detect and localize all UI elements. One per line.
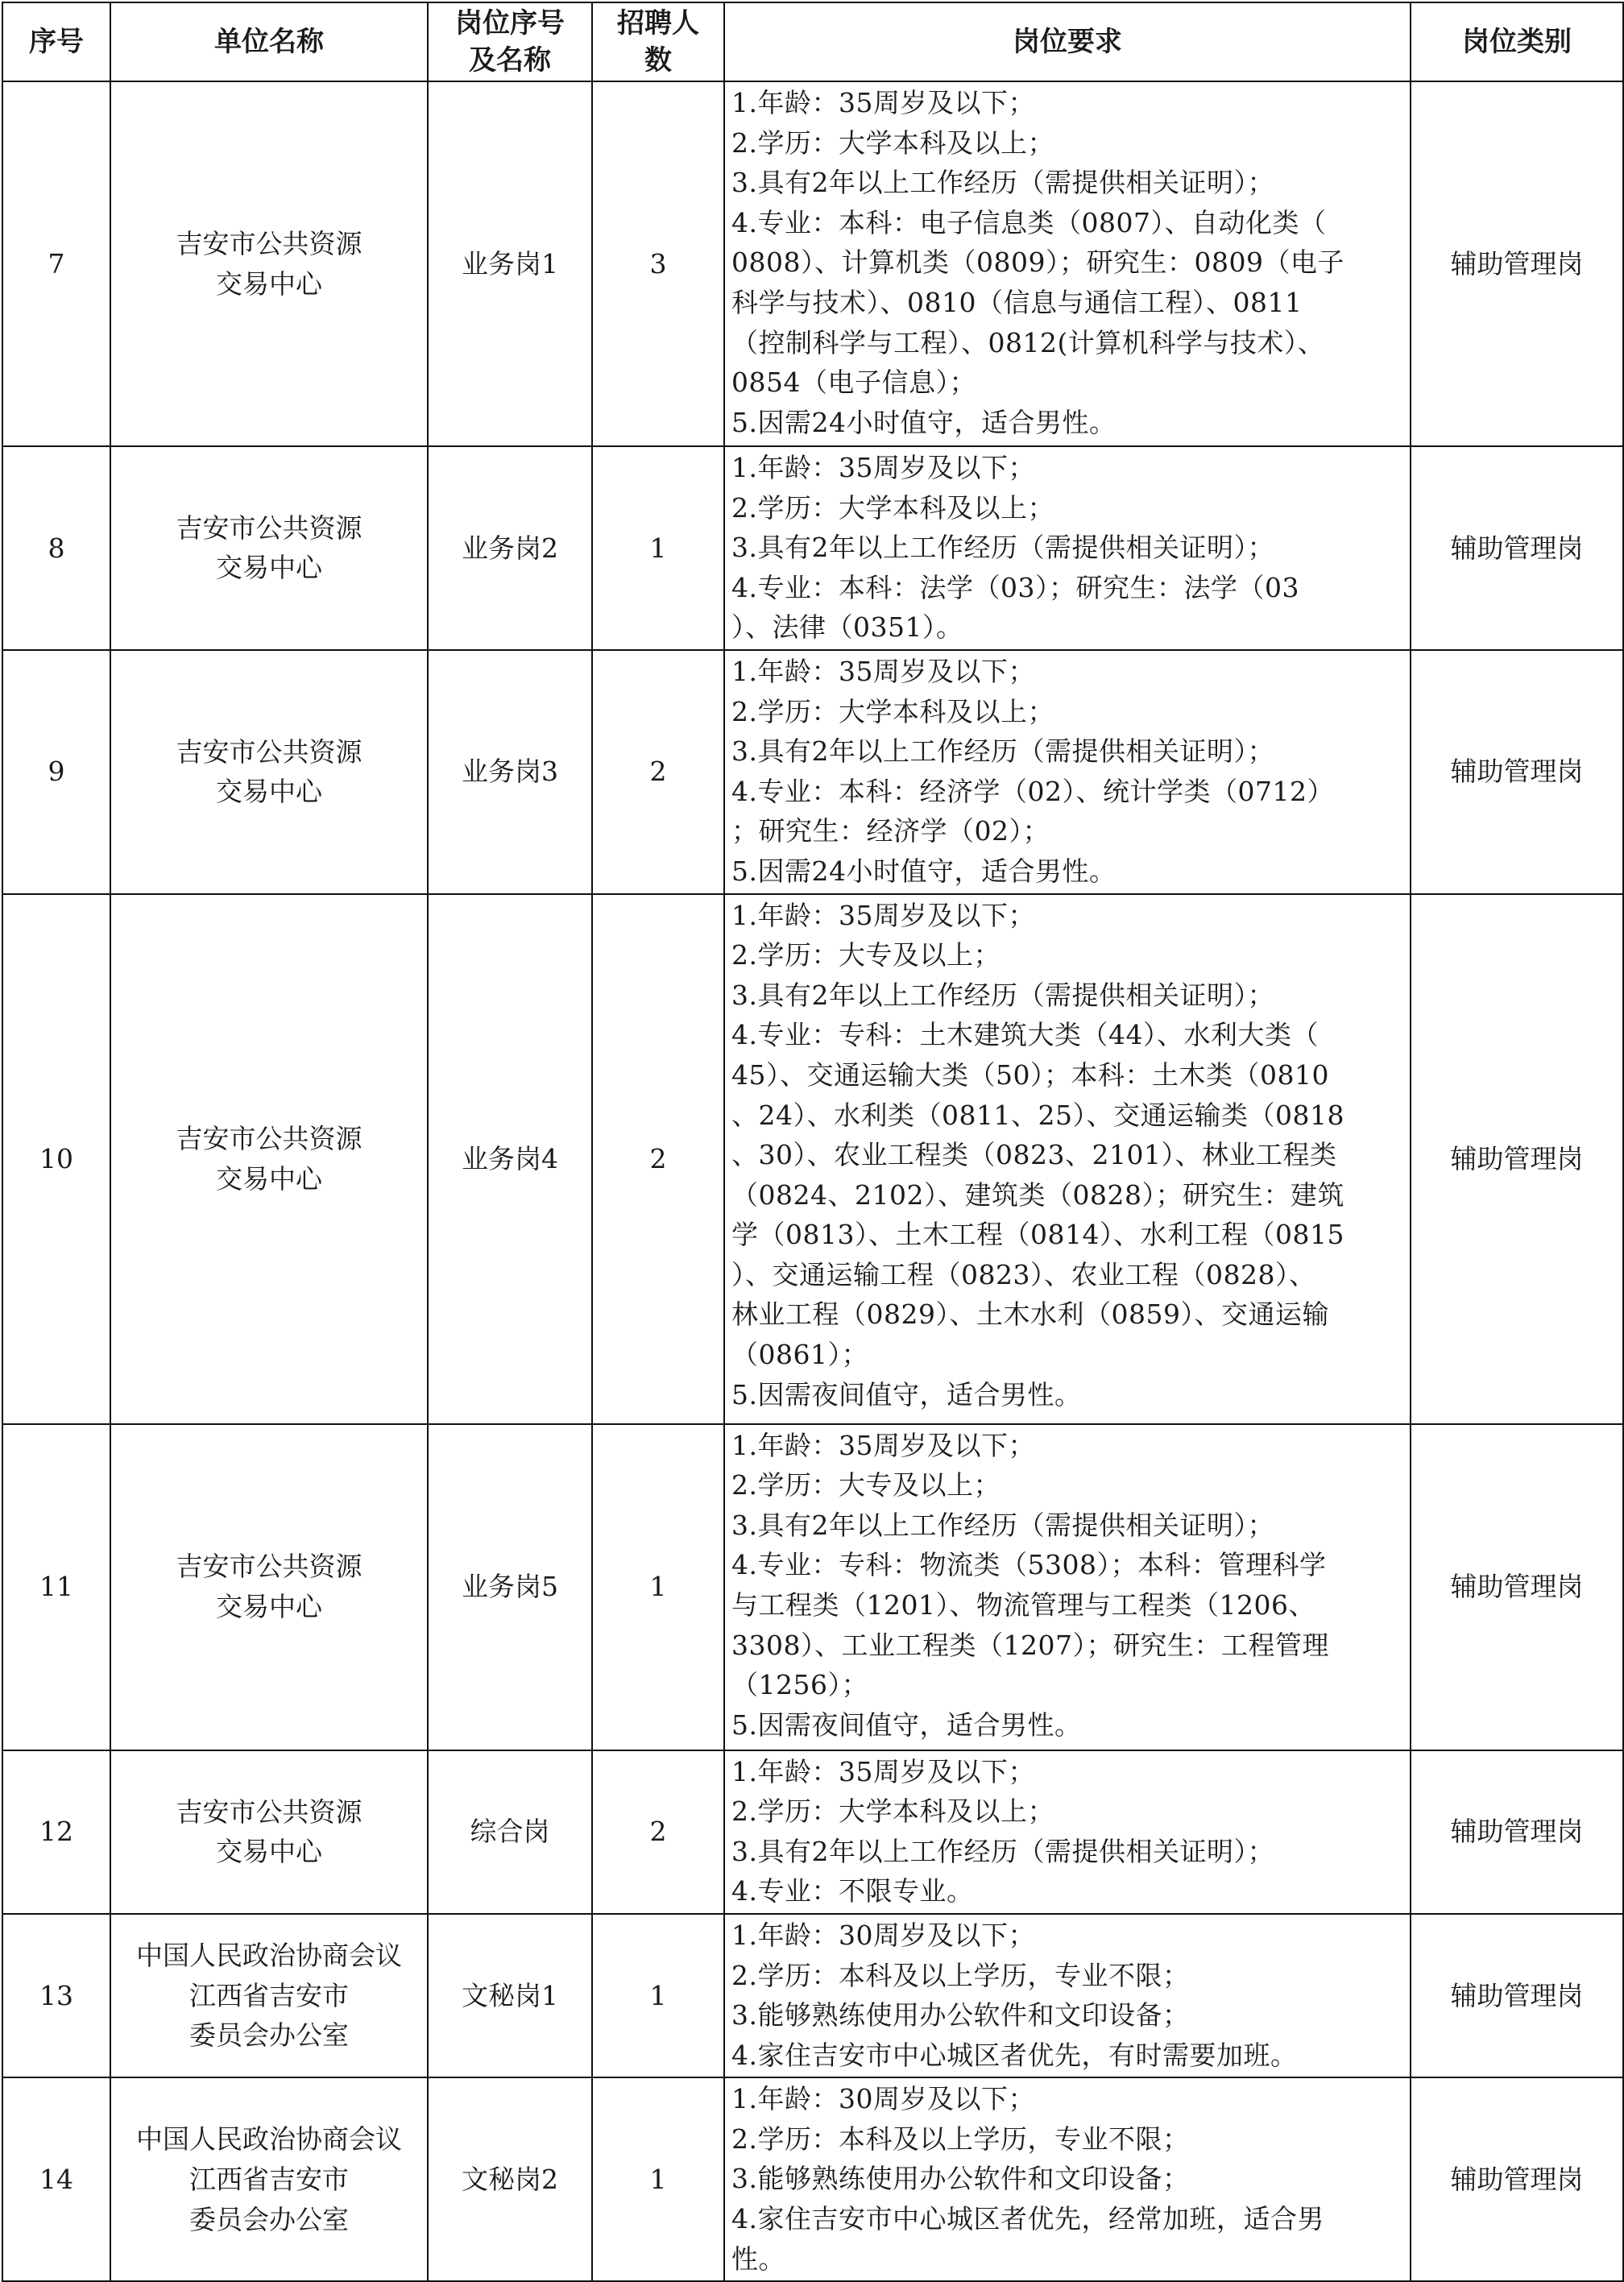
requirement-line: 2.学历：大学本科及以上； <box>731 695 1054 727</box>
header-category-text: 岗位类别 <box>1462 26 1572 58</box>
requirement-line: 2.学历：大学本科及以上； <box>731 1795 1054 1828</box>
post-cell <box>428 1424 592 1750</box>
table-row <box>2 894 1623 1424</box>
requirement-line: 1.年龄：35周岁及以下； <box>731 1755 1035 1787</box>
header-text-line: 及名称 <box>469 44 551 77</box>
unit-name-cell <box>110 81 428 446</box>
requirement-line: ）、法律（0351）。 <box>731 611 963 644</box>
requirement-line: 3.能够熟练使用办公软件和文印设备； <box>731 2163 1190 2195</box>
unit-name-line: 吉安市公共资源 <box>176 1551 362 1583</box>
requirement-line: 与工程类（1201）、物流管理与工程类（1206、 <box>731 1588 1315 1621</box>
requirement-line: ）、交通运输工程（0823）、农业工程（0828）、 <box>731 1258 1316 1290</box>
category-cell <box>1411 1750 1623 1914</box>
unit-name-line: 交易中心 <box>216 1591 322 1623</box>
seq-cell <box>2 1750 110 1914</box>
header-count-text <box>593 5 723 79</box>
category-cell <box>1411 894 1623 1424</box>
category-cell <box>1411 81 1623 446</box>
requirement-line: 林业工程（0829）、土木水利（0859）、交通运输 <box>731 1298 1329 1331</box>
post-text: 业务岗2 <box>462 532 558 564</box>
seq-text: 12 <box>39 1816 73 1848</box>
requirement-line: 4.专业：本科：法学（03）；研究生：法学（03 <box>731 571 1299 603</box>
post-text: 业务岗5 <box>462 1571 558 1603</box>
requirement-line: 3.能够熟练使用办公软件和文印设备； <box>731 1999 1190 2031</box>
header-row <box>2 2 1623 81</box>
requirement-line: 3.具有2年以上工作经历（需提供相关证明）； <box>731 979 1274 1011</box>
header-unit <box>110 2 428 81</box>
requirements-cell <box>724 650 1411 894</box>
table-row <box>2 446 1623 650</box>
requirement-line: （1256）； <box>731 1669 868 1701</box>
count-text: 1 <box>649 532 667 564</box>
seq-cell <box>2 81 110 446</box>
unit-name-cell <box>110 446 428 650</box>
header-count <box>592 2 724 81</box>
requirement-line: （0824、2102）、建筑类（0828）；研究生：建筑 <box>731 1178 1344 1211</box>
post-text: 文秘岗1 <box>462 1979 558 2011</box>
header-text-line: 岗位序号 <box>455 7 565 39</box>
table-row <box>2 81 1623 446</box>
category-text: 辅助管理岗 <box>1450 532 1584 564</box>
seq-cell <box>2 1914 110 2077</box>
requirements-cell <box>724 894 1411 1424</box>
header-unit-text: 单位名称 <box>214 26 324 58</box>
header-seq <box>2 2 110 81</box>
requirement-line: 3.具有2年以上工作经历（需提供相关证明）； <box>731 167 1274 199</box>
category-text: 辅助管理岗 <box>1450 1979 1584 2011</box>
category-text: 辅助管理岗 <box>1450 2163 1584 2195</box>
requirement-line: 、24）、水利类（0811、25）、交通运输类（0818 <box>731 1099 1344 1131</box>
seq-text: 10 <box>39 1142 73 1174</box>
requirement-line: 2.学历：本科及以上学历，专业不限； <box>731 1959 1190 1991</box>
requirement-line: 4.家住吉安市中心城区者优先，有时需要加班。 <box>731 2039 1298 2071</box>
unit-name-line: 委员会办公室 <box>189 2203 349 2235</box>
requirements-cell <box>724 81 1411 446</box>
post-cell <box>428 446 592 650</box>
requirement-line: 4.专业：本科：经济学（02）、统计学类（0712） <box>731 775 1334 807</box>
requirement-line: 3.具有2年以上工作经历（需提供相关证明）； <box>731 735 1274 768</box>
count-cell <box>592 1750 724 1914</box>
requirement-line: 1.年龄：35周岁及以下； <box>731 87 1035 118</box>
unit-name-line: 吉安市公共资源 <box>176 735 362 768</box>
requirement-line: 3.具有2年以上工作经历（需提供相关证明）； <box>731 1835 1274 1867</box>
unit-name-cell <box>110 1914 428 2077</box>
unit-name-line: 吉安市公共资源 <box>176 1795 362 1828</box>
category-text: 辅助管理岗 <box>1450 1571 1584 1603</box>
post-text: 文秘岗2 <box>462 2163 558 2195</box>
requirement-line: （控制科学与工程）、0812(计算机科学与技术）、 <box>731 326 1325 358</box>
header-seq-text: 序号 <box>29 26 84 58</box>
post-text: 业务岗4 <box>462 1142 558 1174</box>
requirement-line: 3308）、工业工程类（1207）；研究生：工程管理 <box>731 1629 1329 1661</box>
count-cell <box>592 1424 724 1750</box>
requirement-line: 科学与技术）、0810（信息与通信工程）、0811 <box>731 286 1303 318</box>
unit-name-line: 委员会办公室 <box>189 2019 349 2052</box>
unit-name-cell <box>110 1424 428 1750</box>
seq-cell <box>2 1424 110 1750</box>
requirements-cell <box>724 446 1411 650</box>
requirement-line: 3.具有2年以上工作经历（需提供相关证明）； <box>731 532 1274 564</box>
header-text-line: 数 <box>644 44 672 77</box>
unit-name-line: 中国人民政治协商会议 <box>136 1940 402 1972</box>
post-cell <box>428 2077 592 2281</box>
category-cell <box>1411 650 1623 894</box>
category-text: 辅助管理岗 <box>1450 756 1584 788</box>
requirement-line: 2.学历：大学本科及以上； <box>731 126 1054 159</box>
requirement-line: 4.专业：不限专业。 <box>731 1875 974 1907</box>
unit-name-line: 交易中心 <box>216 552 322 584</box>
count-text: 3 <box>649 247 667 280</box>
requirements-cell <box>724 1914 1411 2077</box>
count-cell <box>592 81 724 446</box>
count-cell <box>592 2077 724 2281</box>
requirement-line: 4.专业：本科：电子信息类（0807）、自动化类（ <box>731 206 1327 238</box>
category-text: 辅助管理岗 <box>1450 1142 1584 1174</box>
requirement-line: 4.家住吉安市中心城区者优先，经常加班，适合男 <box>731 2203 1324 2235</box>
header-requirements <box>724 2 1411 81</box>
requirement-line: 2.学历：大学本科及以上； <box>731 491 1054 524</box>
header-requirements-text: 岗位要求 <box>1013 26 1122 58</box>
category-cell <box>1411 446 1623 650</box>
count-cell <box>592 894 724 1424</box>
requirement-line: 4.专业：专科：土木建筑大类（44）、水利大类（ <box>731 1019 1319 1051</box>
post-text: 业务岗3 <box>462 756 558 788</box>
unit-name-line: 吉安市公共资源 <box>176 511 362 544</box>
count-cell <box>592 446 724 650</box>
requirement-line: 学（0813）、土木工程（0814）、水利工程（0815 <box>731 1219 1344 1251</box>
unit-name-line: 交易中心 <box>216 267 322 300</box>
unit-name-line: 交易中心 <box>216 776 322 808</box>
category-text: 辅助管理岗 <box>1450 1816 1584 1848</box>
unit-name-line: 吉安市公共资源 <box>176 227 362 259</box>
requirement-line: 4.专业：专科：物流类（5308）；本科：管理科学 <box>731 1549 1327 1581</box>
requirement-line: 5.因需24小时值守，适合男性。 <box>731 406 1116 438</box>
requirement-line: 5.因需夜间值守，适合男性。 <box>731 1708 1082 1741</box>
unit-name-line: 中国人民政治协商会议 <box>136 2123 402 2156</box>
category-text: 辅助管理岗 <box>1450 247 1584 280</box>
seq-text: 9 <box>48 756 65 788</box>
count-text: 1 <box>649 2163 667 2195</box>
count-cell <box>592 1914 724 2077</box>
post-text: 业务岗1 <box>462 247 558 280</box>
requirement-line: 3.具有2年以上工作经历（需提供相关证明）； <box>731 1509 1274 1541</box>
table-row <box>2 650 1623 894</box>
seq-text: 7 <box>48 247 65 280</box>
table-body <box>2 81 1623 2281</box>
requirement-line: 1.年龄：35周岁及以下； <box>731 1429 1035 1461</box>
count-text: 2 <box>649 1142 667 1174</box>
table-row <box>2 2077 1623 2281</box>
requirements-cell <box>724 1424 1411 1750</box>
count-text: 1 <box>649 1571 667 1603</box>
table-row <box>2 1424 1623 1750</box>
requirement-line: 1.年龄：30周岁及以下； <box>731 2083 1035 2115</box>
seq-text: 8 <box>48 532 65 564</box>
count-text: 1 <box>649 1979 667 2011</box>
seq-text: 13 <box>39 1979 73 2011</box>
requirement-line: ；研究生：经济学（02）； <box>731 815 1050 847</box>
unit-name-cell <box>110 1750 428 1914</box>
seq-text: 14 <box>39 2163 73 2195</box>
requirement-line: 性。 <box>731 2243 785 2275</box>
unit-name-cell <box>110 650 428 894</box>
requirement-line: 1.年龄：30周岁及以下； <box>731 1919 1035 1951</box>
post-cell <box>428 1914 592 2077</box>
requirement-line: 5.因需24小时值守，适合男性。 <box>731 855 1116 887</box>
seq-cell <box>2 446 110 650</box>
requirement-line: 2.学历：大专及以上； <box>731 939 1000 971</box>
count-text: 2 <box>649 1816 667 1848</box>
requirement-line: 1.年龄：35周岁及以下； <box>731 452 1035 483</box>
recruitment-table <box>2 2 1624 2282</box>
header-post-no <box>428 2 592 81</box>
post-text: 综合岗 <box>470 1816 550 1848</box>
post-cell <box>428 81 592 446</box>
unit-name-line: 江西省吉安市 <box>189 2163 349 2195</box>
requirements-cell <box>724 2077 1411 2281</box>
requirement-line: 1.年龄：35周岁及以下； <box>731 899 1035 931</box>
seq-cell <box>2 894 110 1424</box>
header-category <box>1411 2 1623 81</box>
post-cell <box>428 894 592 1424</box>
requirement-line: 、30）、农业工程类（0823、2101）、林业工程类 <box>731 1139 1337 1171</box>
unit-name-cell <box>110 2077 428 2281</box>
requirement-line: 2.学历：本科及以上学历，专业不限； <box>731 2123 1190 2155</box>
table-row <box>2 1914 1623 2077</box>
seq-cell <box>2 2077 110 2281</box>
post-cell <box>428 650 592 894</box>
header-post-no-text <box>429 5 591 79</box>
unit-name-line: 交易中心 <box>216 1836 322 1868</box>
table-header <box>2 2 1623 81</box>
requirement-line: 2.学历：大专及以上； <box>731 1469 1000 1501</box>
category-cell <box>1411 2077 1623 2281</box>
seq-cell <box>2 650 110 894</box>
header-text-line: 招聘人 <box>617 7 699 39</box>
category-cell <box>1411 1914 1623 2077</box>
requirement-line: 0854（电子信息）； <box>731 367 976 399</box>
unit-name-cell <box>110 894 428 1424</box>
requirement-line: 1.年龄：35周岁及以下； <box>731 655 1035 687</box>
requirement-line: 45）、交通运输大类（50）；本科：土木类（0810 <box>731 1058 1329 1091</box>
unit-name-line: 交易中心 <box>216 1162 322 1195</box>
unit-name-line: 吉安市公共资源 <box>176 1122 362 1154</box>
requirement-line: （0861）； <box>731 1339 868 1371</box>
post-cell <box>428 1750 592 1914</box>
requirements-cell <box>724 1750 1411 1914</box>
requirement-line: 0808）、计算机类（0809）；研究生：0809（电子 <box>731 246 1344 279</box>
category-cell <box>1411 1424 1623 1750</box>
seq-text: 11 <box>39 1571 73 1603</box>
unit-name-line: 江西省吉安市 <box>189 1979 349 2011</box>
count-cell <box>592 650 724 894</box>
count-text: 2 <box>649 756 667 788</box>
requirement-line: 5.因需夜间值守，适合男性。 <box>731 1378 1082 1410</box>
table-row <box>2 1750 1623 1914</box>
